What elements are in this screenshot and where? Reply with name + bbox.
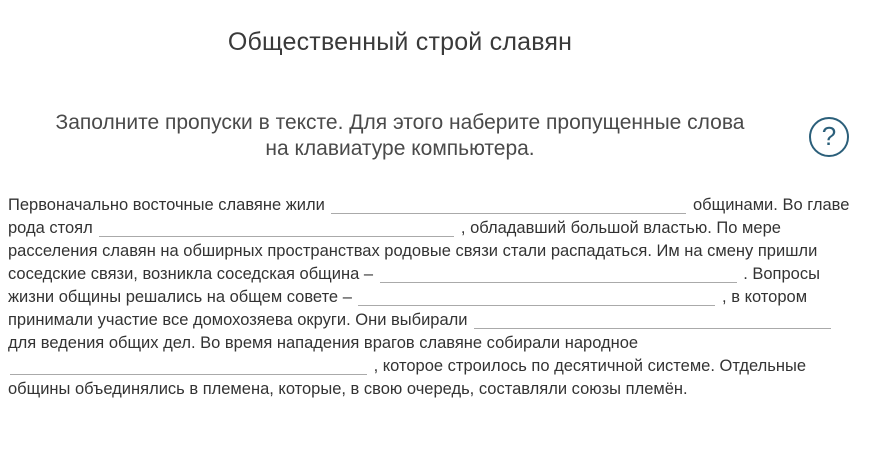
passage-text: общинами. Во главе рода стоял — [8, 196, 850, 237]
page-title: Общественный строй славян — [227, 28, 573, 56]
task-instruction — [0, 110, 800, 162]
passage-text: , которое строилось по десятичной системе. Отдельные общины объединялись в племена, которые, в свою очередь, составляли союзы племён. — [8, 357, 807, 398]
fill-in-passage — [8, 194, 853, 401]
blank-input-6[interactable] — [10, 359, 367, 375]
passage-text: для ведения общих дел. Во время нападения врагов славяне собирали народное — [8, 334, 639, 352]
blank-input-4[interactable] — [358, 290, 715, 306]
instruction-line-1: Заполните пропуски в тексте. Для этого наберите пропущенные слова — [55, 111, 745, 134]
blank-input-2[interactable] — [99, 221, 454, 237]
blank-input-3[interactable] — [380, 267, 737, 283]
passage-text: Первоначально восточные славяне жили — [8, 196, 330, 214]
instruction-line-2: на клавиатуре компьютера. — [265, 137, 535, 160]
blank-input-1[interactable] — [331, 198, 686, 214]
blank-input-5[interactable] — [474, 313, 831, 329]
passage-text: . Вопросы жизни общины решались на общем совете – — [8, 265, 820, 306]
passage-text: , обладавший большой властью. По мере расселения славян на обширных пространствах родовые связи стали распадаться. Им на смену пришли соседские связи, возникла соседская община – — [8, 219, 818, 283]
passage-text: , в котором принимали участие все домохозяева округи. Они выбирали — [8, 288, 808, 329]
help-circle-icon[interactable]: ? — [809, 117, 849, 157]
